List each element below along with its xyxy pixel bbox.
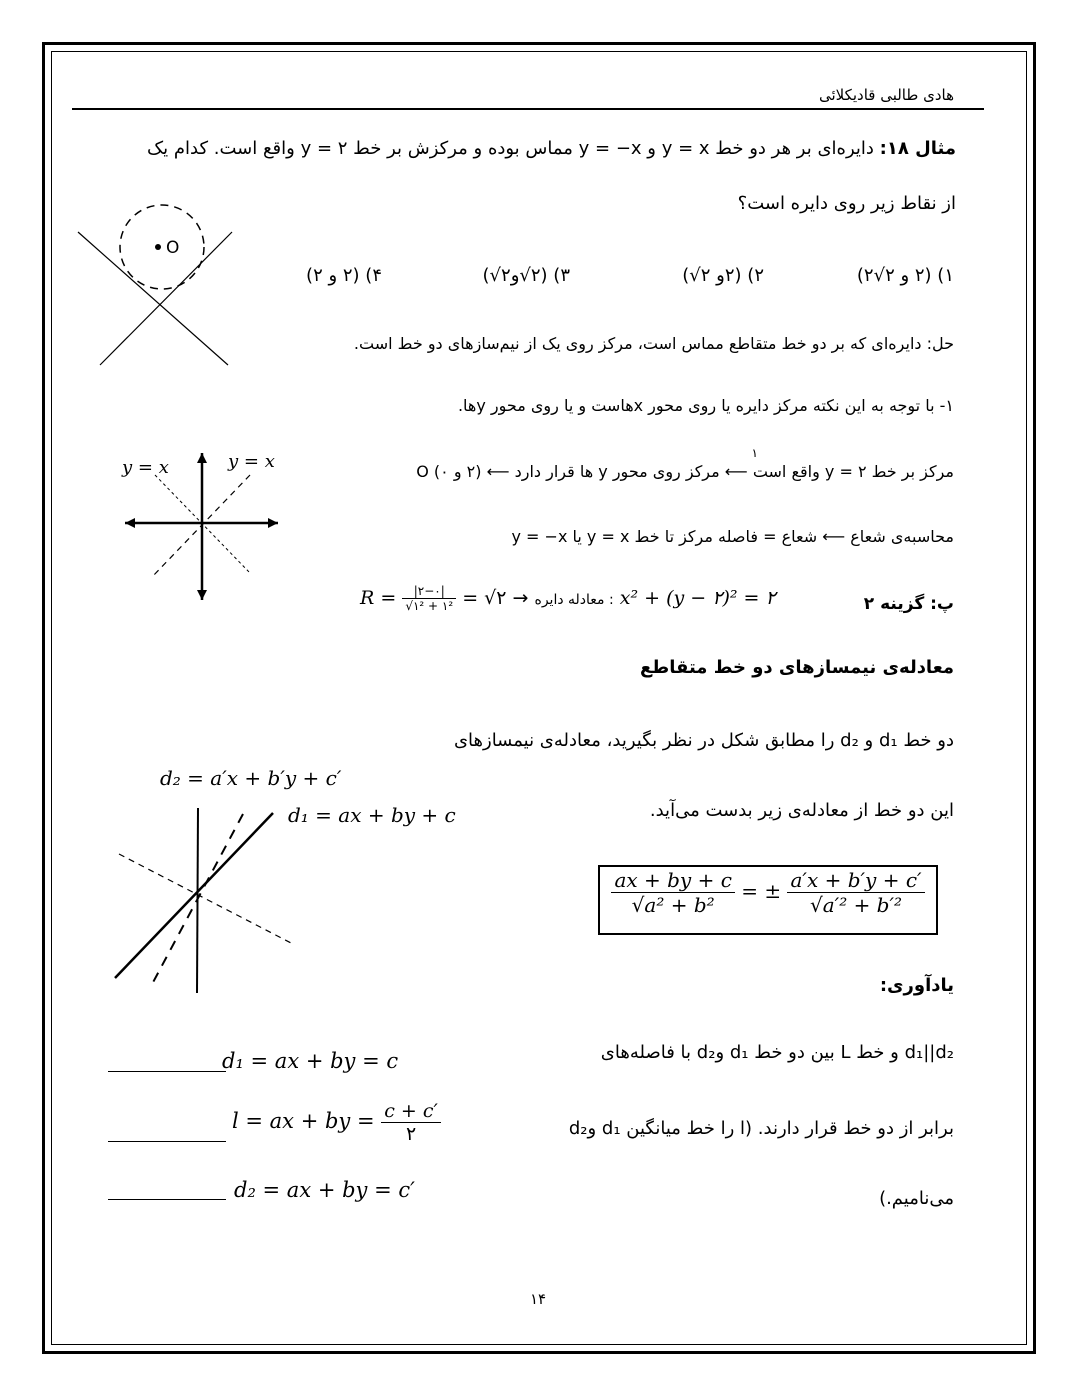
example-line-1 <box>147 138 956 159</box>
reminder-text-3: می‌نامیم.) <box>879 1188 954 1209</box>
page-number: ۱۴ <box>530 1290 547 1308</box>
blank-line-1 <box>108 1071 226 1072</box>
reminder-eq-l-denominator: ۲ <box>405 1123 417 1145</box>
bisector-title: معادله‌ی نیمسازهای دو خط متقاطع <box>639 657 954 678</box>
header-rule <box>72 108 984 110</box>
circle-center-label: O <box>166 238 180 258</box>
option-3[interactable]: ۳) (۲√و۲√) <box>482 265 570 286</box>
solution-step-2: مرکز بر خط y = ۲ واقع است ⟵ مرکز روی محور y ها قرار دارد ⟵ (۲ و ۰) O <box>416 462 954 481</box>
d2-label: d₂ = a′x + b′y + c′ <box>160 766 342 790</box>
circle-equation-label: معادله دایره : <box>534 592 614 608</box>
formula-right-denominator: √a′² + b′² <box>809 893 903 917</box>
reminder-text-2: برابر از دو خط قرار دارند. (l را خط میانگین d₁ وd₂ <box>568 1118 954 1139</box>
reminder-eq-d2: d₂ = ax + by = c′ <box>234 1178 415 1202</box>
circle-equation: x² + (y − ۲)² = ۲ <box>619 587 776 609</box>
axis-label-right: y = x <box>228 451 275 472</box>
answer-label: پ: گزینه ۲ <box>863 594 954 614</box>
axes-figure <box>110 445 310 610</box>
blank-line-3 <box>108 1199 226 1200</box>
solution-intro: حل: دایره‌ای که بر دو خط متقاطع مماس است، مرکز روی یک از نیم‌سازهای دو خط است. <box>353 334 954 353</box>
option-1[interactable]: ۱) (۲ و ۲√۲) <box>856 265 954 286</box>
axis-label-left: y = x <box>122 457 169 478</box>
bisector-text-1: دو خط d₁ و d₂ را مطابق شکل در نظر بگیرید، معادله‌ی نیمسازهای <box>453 730 954 751</box>
example-question-line1: دایره‌ای بر هر دو خط y = x و y = −x مماس بوده و مرکزش بر خط y = ۲ واقع است. کدام یک <box>147 138 874 159</box>
example-question-line2: از نقاط زیر روی دایره است؟ <box>737 193 956 214</box>
reminder-text-1: d₁||d₂ و خط L بین دو خط d₁ وd₂ با فاصله‌های <box>600 1042 954 1063</box>
solution-step-3: محاسبه‌ی شعاع ⟵ شعاع = فاصله مرکز تا خط y = x یا y = −x <box>511 527 954 546</box>
reminder-eq-l-lhs: l = ax + by = <box>232 1109 375 1133</box>
formula-equals-plusminus: = ± <box>741 879 782 903</box>
tangent-circle-figure <box>70 200 240 370</box>
reminder-eq-l <box>232 1100 441 1145</box>
bisector-text-2: این دو خط از معادله‌ی زیر بدست می‌آید. <box>649 800 954 821</box>
radius-numerator: |۲−۰| <box>402 584 456 599</box>
solution-step-2-arrow-number: ۱ <box>751 446 758 460</box>
d1-label: d₁ = ax + by + c <box>288 803 456 827</box>
radius-equation <box>360 584 776 613</box>
formula-left-denominator: √a² + b² <box>631 893 715 917</box>
reminder-title: یادآوری: <box>879 975 954 996</box>
option-4[interactable]: ۴) (۲ و ۲) <box>306 265 382 286</box>
formula-right-numerator: a′x + b′y + c′ <box>787 868 924 893</box>
formula-left-numerator: ax + by + c <box>611 868 734 893</box>
radius-rhs: = √۲ → <box>462 587 529 609</box>
reminder-eq-l-numerator: c + c′ <box>381 1100 441 1123</box>
radius-lhs: R = <box>360 587 397 609</box>
example-label: مثال ۱۸: <box>879 138 956 159</box>
header-author: هادی طالبی قادیکلائی <box>818 86 954 104</box>
solution-step-1: ۱- با توجه به این نکته مرکز دایره یا روی محور xهاست و یا روی محور yها. <box>457 396 954 415</box>
option-2[interactable]: ۲) (۲و ۲√) <box>682 265 764 286</box>
bisector-formula <box>602 868 934 917</box>
bisector-figure <box>105 808 305 998</box>
blank-line-2 <box>108 1141 226 1142</box>
radius-denominator: √۱² + ۱² <box>405 599 454 613</box>
reminder-eq-d1: d₁ = ax + by = c <box>222 1049 399 1073</box>
